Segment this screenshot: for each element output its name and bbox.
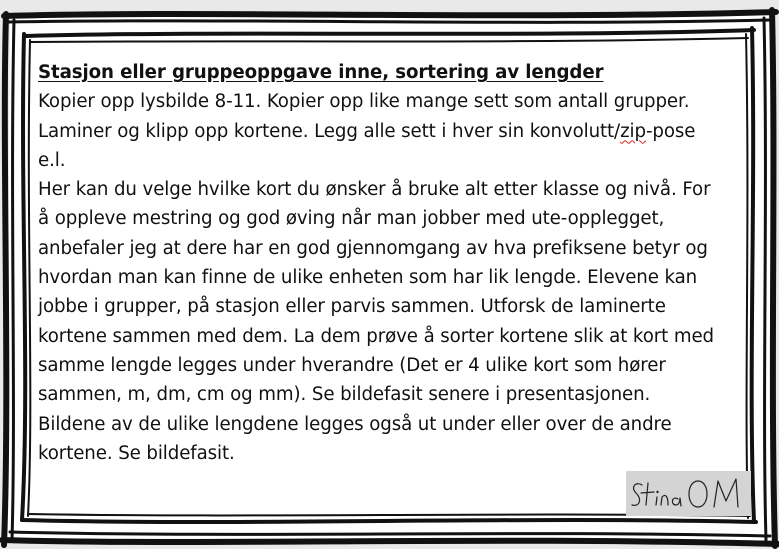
paragraph-images: Bildene av de ulike lengdene legges også ut under eller over de andre kortene. Se bildefasit. [38,413,672,464]
signature-box [626,471,751,516]
instruction-text [38,58,718,468]
document-title: Stasjon eller gruppeoppgave inne, sortering av lengder [38,62,604,83]
paragraph-preparation-end: -pose e.l. [38,120,696,171]
spellcheck-flagged-word: zip [620,120,646,142]
paragraph-preparation-text: Kopier opp lysbilde 8-11. Kopier opp like mange sett som antall grupper. Laminer og klipp opp kortene. Legg alle sett i hver sin konvolutt/ [38,91,690,142]
paragraph-preparation [38,87,718,175]
signature-image [626,471,751,516]
paragraph-activity: Her kan du velge hvilke kort du ønsker å bruke alt etter klasse og nivå. For å oppleve mestring og god øving når man jobber med ute-opplegget, anbefaler jeg at dere har en god gjennomgang av hva prefiksene betyr og hvordan man kan finne de ulike enheten som har lik lengde. Elevene kan jobbe i grupper, på stasjon eller parvis sammen. Utforsk de laminerte kortene sammen med dem. La dem prøve å sorter kortene slik at kort med samme lengde legges under hverandre (Det er 4 ulike kort som hører sammen, m, dm, cm og mm). Se bildefasit senere i presentasjonen. [38,179,714,406]
